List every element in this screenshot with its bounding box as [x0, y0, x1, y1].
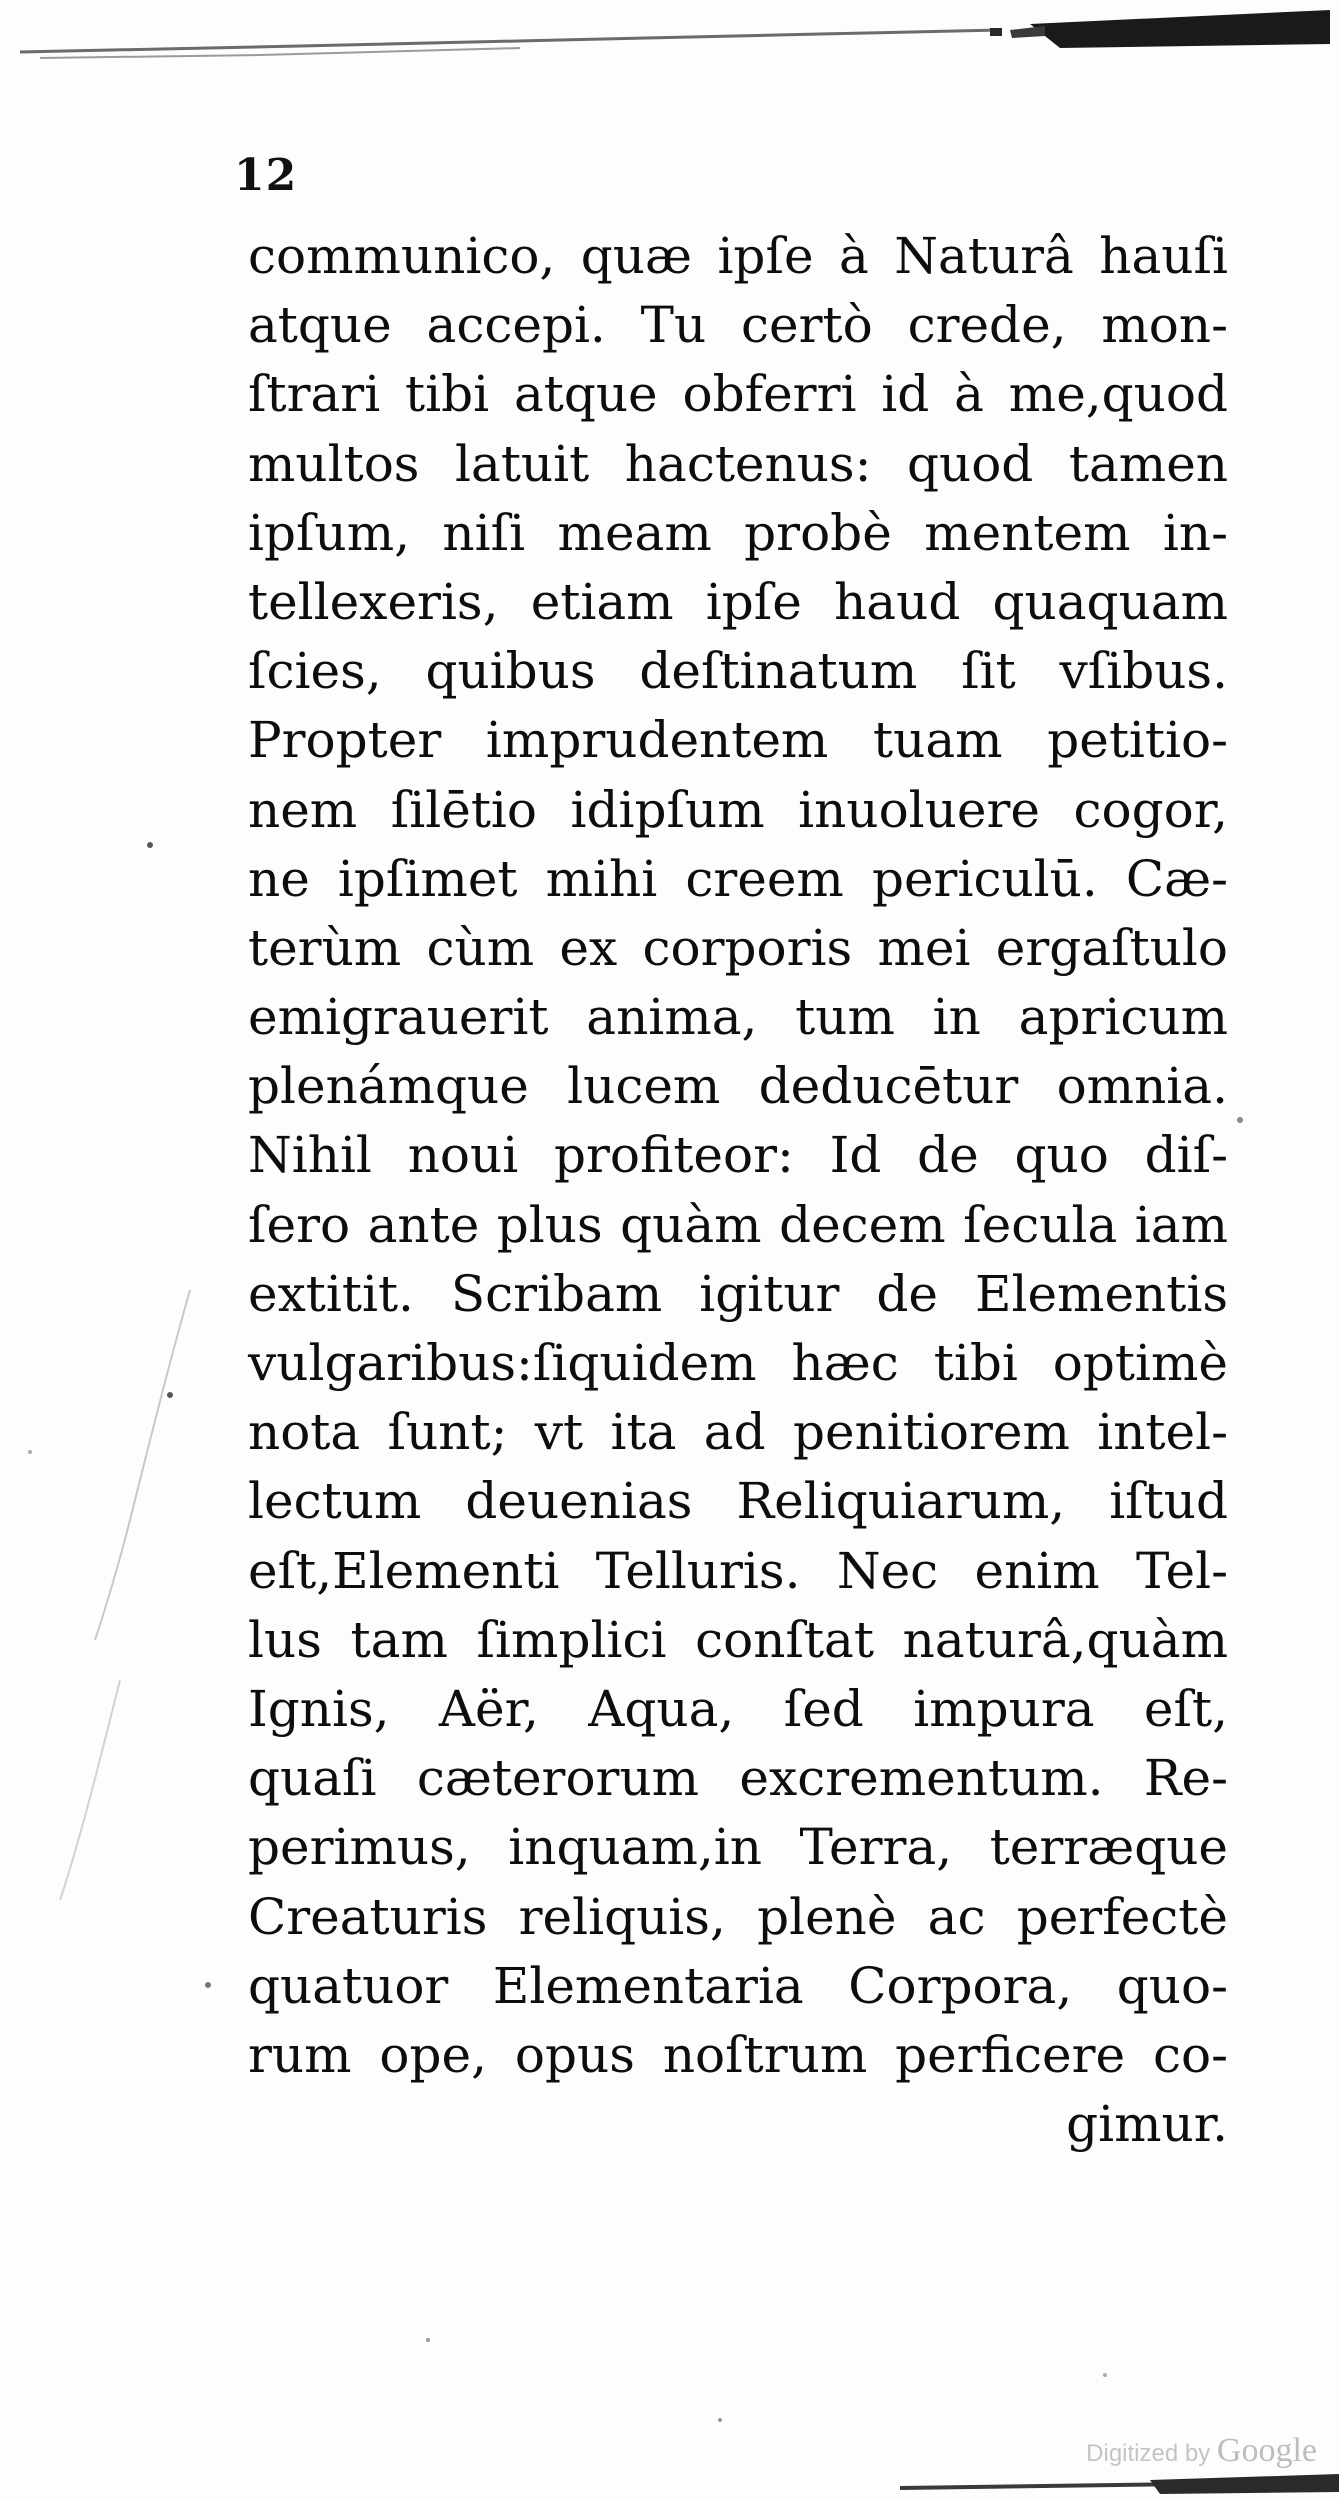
text-line: Creaturis reliquis, plenè ac perfectè [248, 1887, 1228, 1946]
text-line: emigrauerit anima, tum in apricum [248, 988, 1228, 1047]
page-number: 12 [234, 150, 298, 201]
text-line: Nihil noui profiteor: Id de quo diſ- [248, 1126, 1228, 1185]
text-line: ſtrari tibi atque obferri id à me,quod [248, 365, 1228, 424]
text-line: ne ipſimet mihi creem periculū. Cæ- [248, 849, 1228, 908]
text-line: multos latuit hactenus: quod tamen [248, 434, 1228, 493]
text-line: plenámque lucem deducētur omnia. [248, 1057, 1228, 1116]
text-line: Propter imprudentem tuam petitio- [248, 711, 1228, 770]
text-line: terùm cùm ex corporis mei ergaſtulo [248, 918, 1228, 977]
text-line: Ignis, Aër, Aqua, ſed impura eſt, [248, 1679, 1228, 1738]
text-line: extitit. Scribam igitur de Elementis [248, 1264, 1228, 1323]
text-line: nem ſilētio idipſum inuoluere cogor, [248, 780, 1228, 839]
text-line: vulgaribus:ſiquidem hæc tibi optimè [248, 1334, 1228, 1392]
body-text [248, 222, 1228, 2159]
text-line: tellexeris, etiam ipſe haud quaquam [248, 572, 1228, 631]
text-line: nota ſunt; vt ita ad penitiorem intel- [248, 1403, 1228, 1462]
page-top-edge [0, 0, 1339, 70]
text-line: ſcies, quibus deſtinatum ſit vſibus. [248, 642, 1228, 701]
text-line: quaſi cæterorum excrementum. Re- [248, 1749, 1228, 1808]
text-line: quatuor Elementaria Corpora, quo- [248, 1956, 1228, 2015]
text-line: atque accepi. Tu certò crede, mon- [248, 296, 1228, 355]
watermark-prefix: Digitized by [1086, 2440, 1211, 2467]
text-line: lus tam ſimplici conſtat naturâ,quàm [248, 1610, 1228, 1669]
text-line: rum ope, opus noſtrum perficere co- [248, 2025, 1228, 2084]
last-line: gimur. [1066, 2095, 1228, 2154]
text-line: ipſum, niſi meam probè mentem in- [248, 503, 1228, 562]
text-line: lectum deuenias Reliquiarum, iſtud [248, 1472, 1228, 1531]
text-line: ſero ante plus quàm decem ſecula iam [248, 1195, 1228, 1254]
text-line: communico, quæ ipſe à Naturâ hauſi [248, 227, 1228, 285]
watermark-brand: Google [1216, 2432, 1317, 2469]
text-line: perimus, inquam,in Terra, terræque [248, 1818, 1228, 1877]
text-line: eſt,Elementi Telluris. Nec enim Tel- [248, 1541, 1228, 1600]
digitized-watermark [1086, 2432, 1317, 2470]
